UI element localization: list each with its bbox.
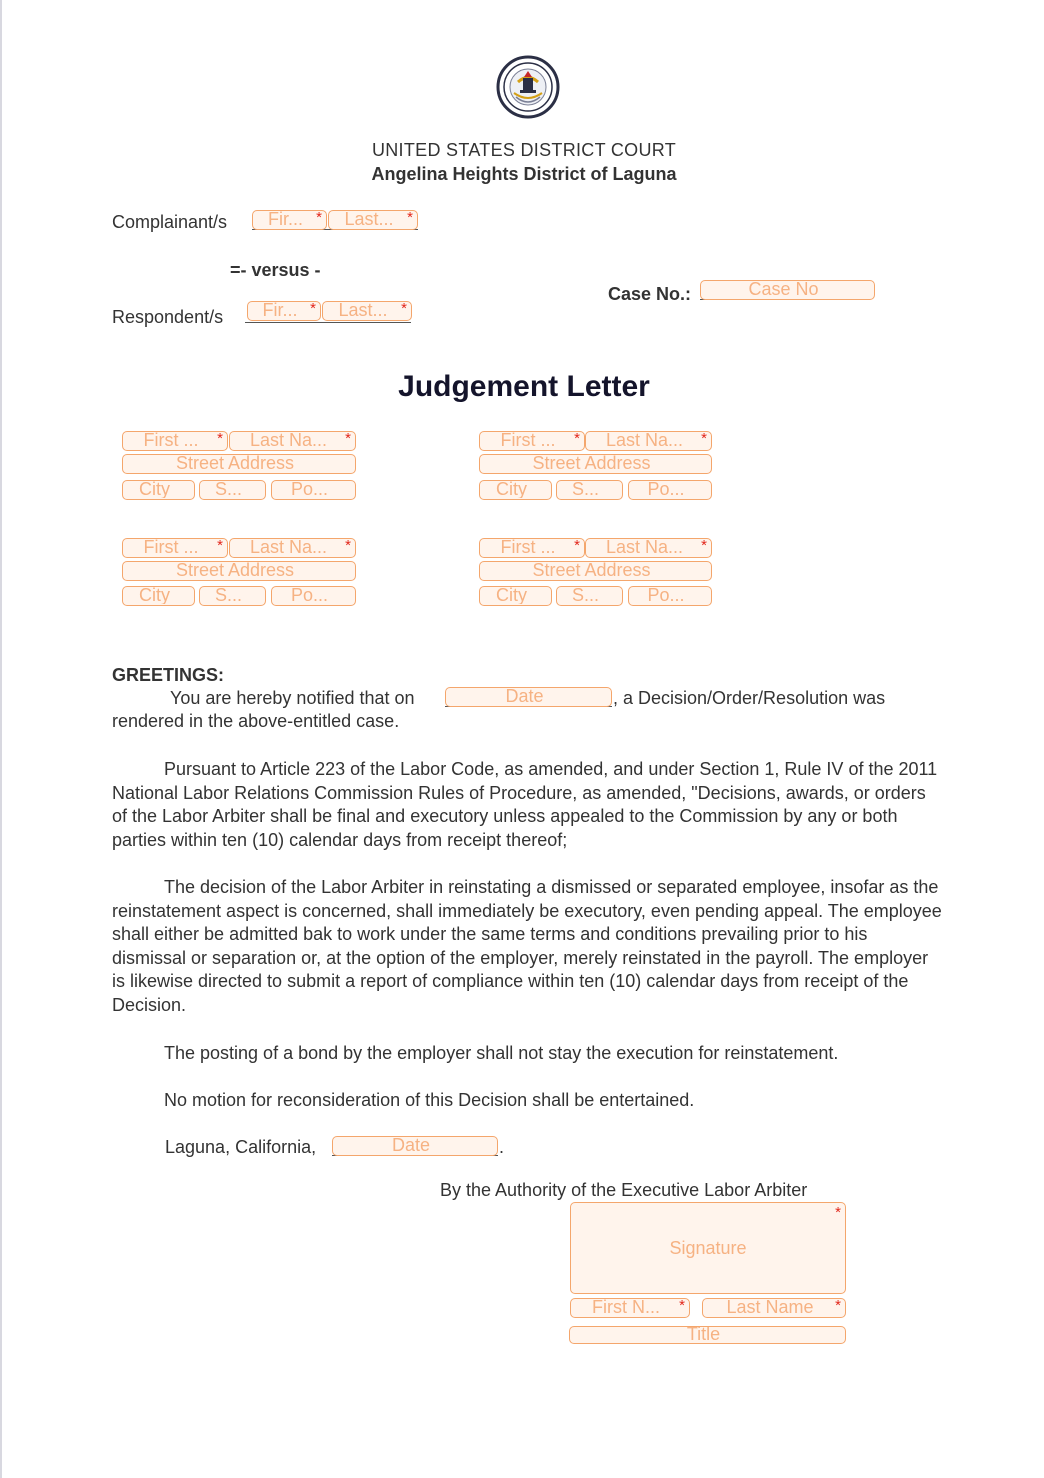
complainant-label: Complainant/s	[112, 212, 228, 232]
party2-state-field[interactable]: S...	[556, 480, 623, 500]
respondent-label: Respondent/s	[112, 307, 224, 327]
authority-text: By the Authority of the Executive Labor Arbiter	[440, 1180, 808, 1200]
party3-last-name-field[interactable]: Last Na... *	[229, 538, 356, 558]
notice-text-line2: rendered in the above-entitled case.	[112, 711, 400, 731]
greetings-heading: GREETINGS:	[112, 665, 225, 685]
party2-last-name-field[interactable]: Last Na... *	[585, 431, 712, 451]
paragraph-reinstatement: The decision of the Labor Arbiter in reinstating a dismissed or separated employee, insofar as the reinstatement aspect is concerned, shall immediately be executory, even pending appeal. The employee shall either be admitted bak to work under the same terms and conditions prevailing prior to his dismissal or separation or, at the option of the employer, merely reinstated in the payroll. The employer is likewise directed to submit a report of compliance within ten (10) calendar days from receipt of the Decision.	[112, 877, 942, 1015]
party1-city-field[interactable]: City	[122, 480, 195, 500]
signature-field[interactable]: Signature *	[570, 1202, 846, 1294]
party4-state-field[interactable]: S...	[556, 586, 623, 606]
signer-last-name-field[interactable]: Last Name *	[702, 1298, 846, 1318]
party1-street-field[interactable]: Street Address	[122, 454, 356, 474]
court-seal-logo	[496, 55, 560, 119]
party3-first-name-field[interactable]: First ... *	[122, 538, 228, 558]
complainant-last-name-field[interactable]: Last... *	[328, 210, 418, 230]
party4-last-name-field[interactable]: Last Na... *	[585, 538, 712, 558]
notice-date-field[interactable]: Date	[445, 687, 612, 707]
signer-title-field[interactable]: Title	[569, 1326, 846, 1344]
place-text: Laguna, California,	[165, 1137, 317, 1157]
versus-label: =- versus -	[230, 260, 321, 280]
party4-city-field[interactable]: City	[479, 586, 552, 606]
respondent-first-name-field[interactable]: Fir... *	[247, 301, 321, 321]
case-no-field[interactable]: Case No	[700, 280, 875, 300]
party3-postal-field[interactable]: Po...	[271, 586, 356, 606]
party4-first-name-field[interactable]: First ... *	[479, 538, 585, 558]
case-no-label: Case No.:	[608, 284, 692, 304]
party2-street-field[interactable]: Street Address	[479, 454, 712, 474]
party2-postal-field[interactable]: Po...	[628, 480, 712, 500]
paragraph-no-motion: No motion for reconsideration of this Decision shall be entertained.	[164, 1090, 695, 1110]
party2-first-name-field[interactable]: First ... *	[479, 431, 585, 451]
place-period: .	[499, 1137, 505, 1157]
party3-street-field[interactable]: Street Address	[122, 561, 356, 581]
party1-postal-field[interactable]: Po...	[271, 480, 356, 500]
party1-last-name-field[interactable]: Last Na... *	[229, 431, 356, 451]
respondent-underline	[245, 322, 411, 323]
court-name: UNITED STATES DISTRICT COURT	[371, 140, 677, 160]
respondent-last-name-field[interactable]: Last... *	[322, 301, 412, 321]
paragraph-bond: The posting of a bond by the employer shall not stay the execution for reinstatement.	[164, 1043, 839, 1063]
paragraph-article-223: Pursuant to Article 223 of the Labor Code, as amended, and under Section 1, Rule IV of the 2011 National Labor Relations Commission Rules of Procedure, as amended, "Decisions, awards, or orders of the Labor Arbiter shall be final and executory unless appealed to the Commission by any or both parties within ten (10) calendar days from receipt thereof;	[112, 759, 938, 850]
party3-state-field[interactable]: S...	[199, 586, 266, 606]
page-title: Judgement Letter	[398, 370, 650, 403]
place-date-field[interactable]: Date	[332, 1136, 498, 1156]
signer-first-name-field[interactable]: First N... *	[570, 1298, 690, 1318]
complainant-first-name-field[interactable]: Fir... *	[252, 210, 327, 230]
party4-postal-field[interactable]: Po...	[628, 586, 712, 606]
party1-first-name-field[interactable]: First ... *	[122, 431, 228, 451]
district-name: Angelina Heights District of Laguna	[371, 164, 677, 184]
notice-text-start: You are hereby notified that on	[170, 688, 415, 708]
party1-state-field[interactable]: S...	[199, 480, 266, 500]
party3-city-field[interactable]: City	[122, 586, 195, 606]
party4-street-field[interactable]: Street Address	[479, 561, 712, 581]
notice-text-end: , a Decision/Order/Resolution was	[613, 688, 886, 708]
party2-city-field[interactable]: City	[479, 480, 552, 500]
